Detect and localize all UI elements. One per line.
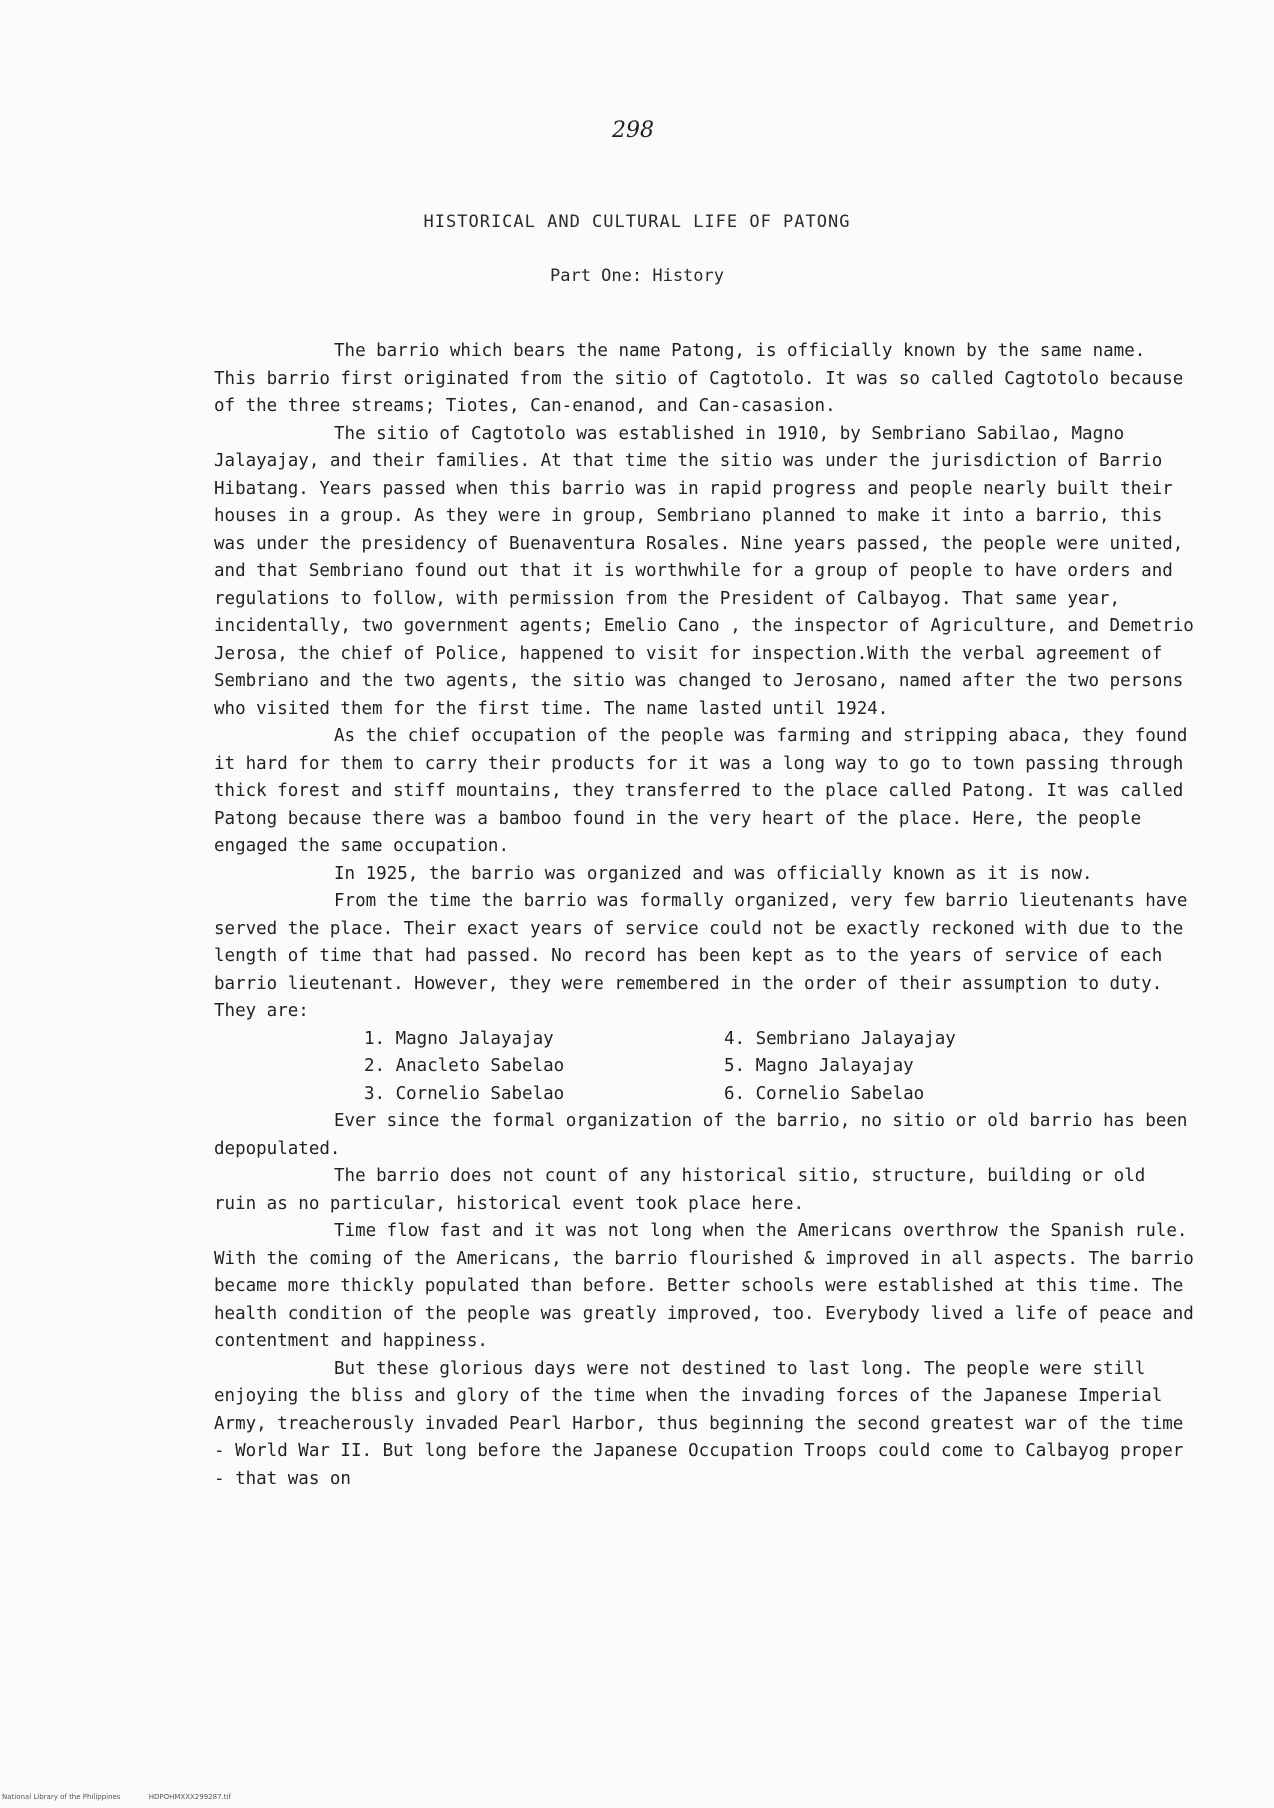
paragraph: The barrio which bears the name Patong, is officially known by the same name. This barrio first originated from the sitio of Cagtotolo. It was so called Cagtotolo because of the three streams; Tiotes, Can-enanod, and Can-casasion. [214, 341, 1184, 416]
scan-footer [2, 1793, 257, 1801]
list-item: 5. Magno Jalayajay [724, 1056, 914, 1076]
list-item: 1. Magno Jalayajay [364, 1028, 554, 1049]
paragraph: Time flow fast and it was not long when the Americans overthrow the Spanish rule. With the coming of the Americans, the barrio flourished & improved in all aspects. The barrio became more thickly populated than before. Better schools were established at this time. The health condition of the people was greatly improved, too. Everybody lived a life of peace and contentment and happiness. [214, 1221, 1194, 1351]
paragraph: In 1925, the barrio was organized and was officially known as it is now. [334, 863, 1093, 884]
document-body [214, 338, 1194, 1493]
list-item: 3. Cornelio Sabelao [364, 1083, 565, 1104]
paragraph: Ever since the formal organization of the barrio, no sitio or old barrio has been depopulated. [214, 1111, 1188, 1159]
lieutenant-list [364, 1026, 1194, 1109]
paragraph: As the chief occupation of the people was farming and stripping abaca, they found it hard for them to carry their products for it was a long way to go to town passing through thick forest and stiff mountains, they transferred to the place called Patong. It was called Patong because there was a bamboo found in the very heart of the place. Here, the people engaged the same occupation. [214, 726, 1188, 856]
paragraph: But these glorious days were not destined to last long. The people were still enjoying the bliss and glory of the time when the invading forces of the Japanese Imperial Army, treacherously invaded Pearl Harbor, thus beginning the second greatest war of the time - World War II. But long before the Japanese Occupation Troops could come to Calbayog proper - that was on [214, 1358, 1184, 1489]
document-title: HISTORICAL AND CULTURAL LIFE OF PATONG [423, 212, 851, 232]
paragraph: The barrio does not count of any historical sitio, structure, building or old ruin as no particular, historical event took place here. [214, 1166, 1146, 1214]
paragraph: From the time the barrio was formally organized, very few barrio lieutenants have served the place. Their exact years of service could not be exactly reckoned with due to the length of time that had passed. No record has been kept as to the years of service of each barrio lieutenant. However, they were remembered in the order of their assumption to duty. They are: [214, 891, 1188, 1021]
list-item: 6. Cornelio Sabelao [724, 1083, 925, 1104]
library-credit: National Library of the Philippines [2, 1793, 121, 1801]
paragraph: The sitio of Cagtotolo was established in 1910, by Sembriano Sabilao, Magno Jalayajay, and their families. At that time the sitio was under the jurisdiction of Barrio Hibatang. Years passed when this barrio was in rapid progress and people nearly built their houses in a group. As they were in group, Sembriano planned to make it into a barrio, this was under the presidency of Buenaventura Rosales. Nine years passed, the people were united, and that Sembriano found out that it is worthwhile for a group of people to have orders and regulations to follow, with permission from the President of Calbayog. That same year, incidentally, two government agents; Emelio Cano , the inspector of Agriculture, and Demetrio Jerosa, the chief of Police, happened to visit for inspection.With the verbal agreement of Sembriano and the two agents, the sitio was changed to Jerosano, named after the two persons who visited them for the first time. The name lasted until 1924. [214, 423, 1194, 719]
file-name: HDPOHMXXX299287.tif [148, 1793, 231, 1801]
page-number: 298 [612, 118, 654, 143]
list-item: 4. Sembriano Jalayajay [724, 1028, 956, 1049]
list-item: 2. Anacleto Sabelao [364, 1056, 565, 1076]
section-heading: Part One: History [550, 266, 724, 286]
